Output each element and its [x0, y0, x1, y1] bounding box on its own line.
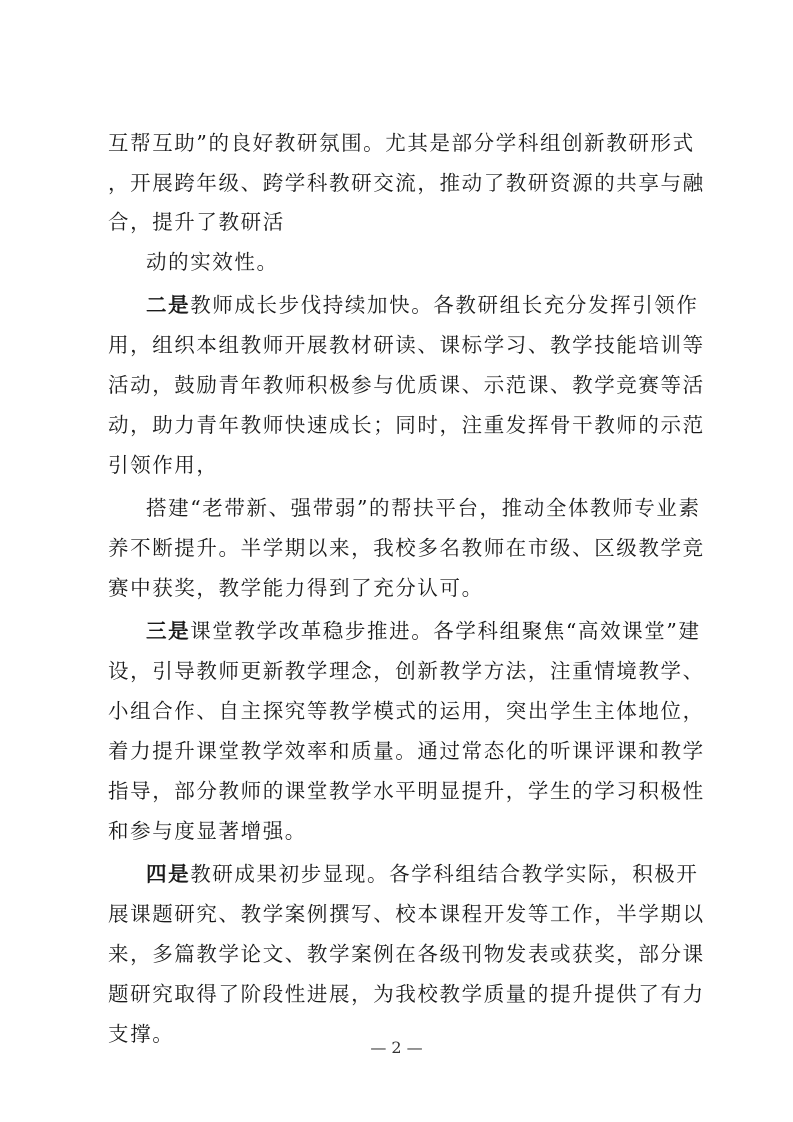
text-line: 养不断提升。半学期以来，我校多名教师在市级、区级教学竞 — [108, 536, 705, 560]
paragraph-text: 教师成长步伐持续加快。各教研组长充分发挥引领作 — [190, 293, 699, 317]
paragraph-first-line — [146, 616, 708, 646]
text-line: 支撑。 — [108, 1022, 175, 1046]
text-line: 来，多篇教学论文、教学案例在各级刊物发表或获奖，部分课 — [108, 942, 705, 966]
paragraph-first-line: 搭建“老带新、强带弱”的帮扶平台，推动全体教师专业素 — [146, 496, 701, 520]
text-line: 和参与度显著增强。 — [108, 819, 307, 843]
text-line: ，开展跨年级、跨学科教研交流，推动了教研资源的共享与融 — [108, 171, 705, 195]
paragraph-lead: 二是 — [146, 293, 191, 317]
text-line: 活动，鼓励青年教师积极参与优质课、示范课、教学竞赛等活 — [108, 373, 705, 397]
paragraph-first-line — [146, 859, 708, 889]
text-line: 用，组织本组教师开展教材研读、课标学习、教学技能培训等 — [108, 333, 705, 357]
text-line: 着力提升课堂教学效率和质量。通过常态化的听课评课和教学 — [108, 739, 705, 763]
text-line: 赛中获奖，教学能力得到了充分认可。 — [108, 576, 484, 600]
page-number: — 2 — — [370, 1038, 423, 1057]
text-line: 动，助力青年教师快速成长；同时，注重发挥骨干教师的示范 — [108, 413, 705, 437]
text-line: 展课题研究、教学案例撰写、校本课程开发等工作，半学期以 — [108, 902, 705, 926]
paragraph-text: 教研成果初步显现。各学科组结合教学实际，积极开 — [190, 862, 699, 886]
paragraph-first-line — [146, 290, 708, 320]
text-line: 动的实效性。 — [146, 250, 279, 274]
text-line: 小组合作、自主探究等教学模式的运用，突出学生主体地位， — [108, 699, 705, 723]
text-line: 互帮互助”的良好教研氛围。尤其是部分学科组创新教研形式 — [108, 131, 695, 155]
text-line: 引领作用， — [108, 453, 219, 477]
text-line: 设，引导教师更新教学理念，创新教学方法，注重情境教学、 — [108, 659, 705, 683]
text-line: 题研究取得了阶段性进展，为我校教学质量的提升提供了有力 — [108, 982, 705, 1006]
paragraph-text: 课堂教学改革稳步推进。各学科组聚焦“高效课堂”建 — [190, 619, 701, 643]
paragraph-lead: 三是 — [146, 619, 191, 643]
text-line: 合，提升了教研活 — [108, 210, 285, 234]
paragraph-lead: 四是 — [146, 862, 191, 886]
text-line: 指导，部分教师的课堂教学水平明显提升，学生的学习积极性 — [108, 779, 705, 803]
